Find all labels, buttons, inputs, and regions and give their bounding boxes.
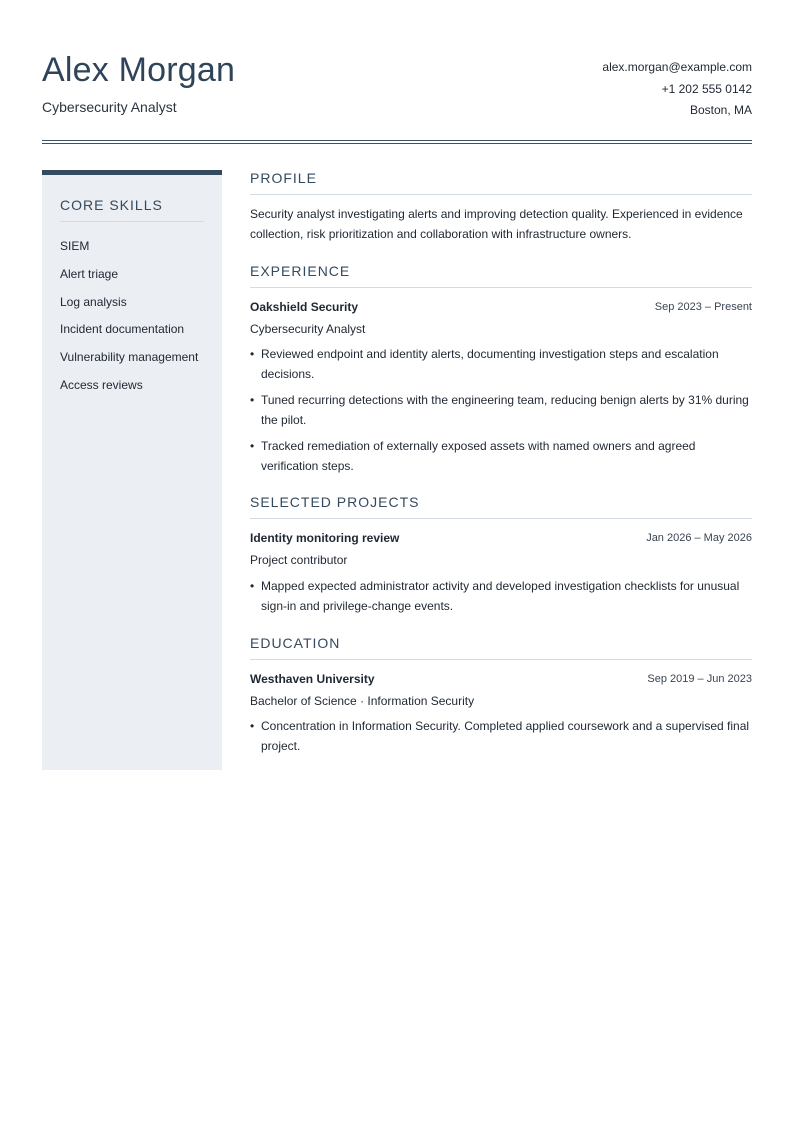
- candidate-name: Alex Morgan: [42, 51, 236, 89]
- contact-phone[interactable]: +1 202 555 0142: [661, 81, 752, 96]
- list-item: • Concentration in Information Security. Completed applied coursework and a supervised final project.: [250, 716, 752, 756]
- header-divider-bottom: [42, 143, 752, 144]
- skill-item: Alert triage: [60, 266, 119, 281]
- profile-text: Security analyst investigating alerts and improving detection quality. Experienced in evidence collection, risk prioritization and collaboration with infrastructure owners.: [250, 207, 743, 241]
- contact-email[interactable]: alex.morgan@example.com: [602, 60, 752, 74]
- profile-heading: PROFILE: [250, 170, 317, 186]
- projects-divider: [250, 518, 752, 519]
- education-school: Westhaven University: [250, 672, 375, 686]
- skills-divider: [60, 221, 204, 222]
- candidate-role: Cybersecurity Analyst: [42, 99, 177, 115]
- skill-item: Vulnerability management: [60, 350, 199, 365]
- list-item: • Reviewed endpoint and identity alerts, documenting investigation steps and escalation decisions.: [250, 344, 752, 384]
- list-item: • Tracked remediation of externally exposed assets with named owners and agreed verification steps.: [250, 436, 752, 476]
- project-role: Project contributor: [250, 553, 348, 567]
- skill-item: Incident documentation: [60, 322, 185, 337]
- project-name: Identity monitoring review: [250, 531, 400, 545]
- education-divider: [250, 659, 752, 660]
- skill-item: SIEM: [60, 239, 90, 253]
- resume-header: [42, 50, 752, 120]
- experience-dates: Sep 2023 – Present: [654, 301, 752, 313]
- list-item: • Tuned recurring detections with the engineering team, reducing benign alerts by 31% during the pilot.: [250, 390, 752, 430]
- skills-sidebar: [42, 170, 222, 770]
- education-dates: Sep 2019 – Jun 2023: [647, 673, 752, 685]
- education-degree: Bachelor of Science · Information Security: [250, 694, 475, 708]
- skills-heading: CORE SKILLS: [60, 197, 163, 213]
- skills-list: [60, 233, 198, 400]
- project-dates: Jan 2026 – May 2026: [646, 532, 752, 544]
- experience-bullets: [250, 344, 752, 482]
- experience-position: Cybersecurity Analyst: [250, 322, 366, 336]
- contact-block: [602, 57, 752, 122]
- header-divider-top: [42, 140, 752, 141]
- skill-item: Access reviews: [60, 377, 143, 392]
- experience-divider: [250, 287, 752, 288]
- profile-divider: [250, 194, 752, 195]
- projects-heading: SELECTED PROJECTS: [250, 494, 420, 510]
- education-heading: EDUCATION: [250, 635, 341, 651]
- list-item: • Mapped expected administrator activity and developed investigation checklists for unusual sign-in and privilege-change events.: [250, 576, 752, 616]
- skill-item: Log analysis: [60, 294, 127, 309]
- contact-location: Boston, MA: [689, 103, 752, 117]
- experience-company: Oakshield Security: [250, 300, 359, 314]
- project-bullets: [250, 576, 752, 622]
- education-bullets: [250, 716, 752, 762]
- experience-heading: EXPERIENCE: [250, 263, 351, 279]
